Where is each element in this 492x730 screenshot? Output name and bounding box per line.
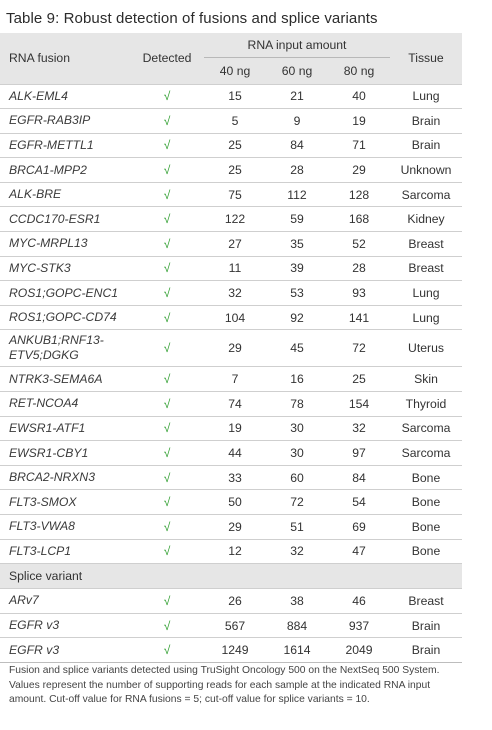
check-icon: √ <box>163 372 171 387</box>
reads-60ng: 21 <box>290 89 304 104</box>
check-icon: √ <box>163 138 171 153</box>
check-icon: √ <box>163 519 171 534</box>
tissue: Brain <box>411 618 441 633</box>
table-row <box>0 416 462 441</box>
check-icon: √ <box>163 163 171 178</box>
reads-60ng: 59 <box>290 212 304 227</box>
reads-40ng: 25 <box>228 163 242 178</box>
check-icon: √ <box>163 187 171 202</box>
tissue: Brain <box>411 138 441 153</box>
check-icon: √ <box>163 446 171 461</box>
reads-80ng: 28 <box>352 261 366 276</box>
reads-60ng: 28 <box>290 163 304 178</box>
reads-60ng: 72 <box>290 495 304 510</box>
reads-80ng: 128 <box>348 187 370 202</box>
header-amount-40: 40 ng <box>219 63 251 78</box>
table-row <box>0 133 462 158</box>
reads-40ng: 26 <box>228 593 242 608</box>
check-icon: √ <box>163 236 171 251</box>
table-row <box>0 515 462 540</box>
check-icon: √ <box>163 593 171 608</box>
table-row <box>0 330 462 367</box>
reads-60ng: 60 <box>290 470 304 485</box>
reads-60ng: 51 <box>290 519 304 534</box>
tissue: Skin <box>414 372 438 387</box>
check-icon: √ <box>163 643 171 658</box>
table-row <box>0 539 462 564</box>
fusion-name: NTRK3-SEMA6A <box>9 371 103 386</box>
table-row <box>0 207 462 232</box>
reads-40ng: 29 <box>228 341 242 356</box>
check-icon: √ <box>163 495 171 510</box>
reads-80ng: 141 <box>348 310 370 325</box>
reads-40ng: 15 <box>228 89 242 104</box>
tissue: Uterus <box>408 341 444 356</box>
reads-40ng: 32 <box>228 286 242 301</box>
check-icon: √ <box>163 113 171 128</box>
reads-80ng: 29 <box>352 163 366 178</box>
reads-80ng: 46 <box>352 593 366 608</box>
fusion-name: BRCA2-NRXN3 <box>9 470 96 485</box>
reads-80ng: 168 <box>348 212 370 227</box>
reads-60ng: 78 <box>290 396 304 411</box>
table-row <box>0 109 462 134</box>
table-title: Table 9: Robust detection of fusions and splice variants <box>6 10 378 27</box>
reads-80ng: 97 <box>352 446 366 461</box>
fusion-name: RET-NCOA4 <box>9 396 79 411</box>
reads-40ng: 11 <box>228 261 242 276</box>
tissue: Kidney <box>407 212 445 227</box>
header-amount-80: 80 ng <box>343 63 375 78</box>
tissue: Lung <box>412 286 440 301</box>
table-row <box>0 441 462 466</box>
check-icon: √ <box>163 261 171 276</box>
reads-40ng: 12 <box>228 544 242 559</box>
splice-variant-heading: Splice variant <box>9 569 83 584</box>
table-row <box>0 589 462 614</box>
fusion-name: EWSR1-CBY1 <box>9 445 89 460</box>
reads-80ng: 93 <box>352 286 366 301</box>
table-footnote: Fusion and splice variants detected using TruSight Oncology 500 on the NextSeq 500 System. Values represent the number of supporting reads for each sample at the indicated RNA input amount. Cut-off value for RNA fusions = 5; cut-off value for splice variants = 10. <box>9 665 440 705</box>
fusion-name: MYC-MRPL13 <box>9 236 88 251</box>
table-row <box>0 465 462 490</box>
reads-80ng: 32 <box>352 421 366 436</box>
check-icon: √ <box>163 421 171 436</box>
table-row <box>0 392 462 417</box>
header-rna-input-amount: RNA input amount <box>204 33 390 57</box>
splice-variant-name: ARv7 <box>9 593 39 608</box>
splice-variant-name: EGFR v3 <box>9 618 60 633</box>
reads-60ng: 112 <box>287 187 307 202</box>
tissue: Sarcoma <box>401 421 451 436</box>
reads-60ng: 9 <box>293 113 301 128</box>
tissue: Bone <box>411 544 441 559</box>
header-tissue: Tissue <box>408 51 444 66</box>
fusion-name: ANKUB1;RNF13-ETV5;DGKG <box>9 333 104 363</box>
table-row <box>0 613 462 638</box>
reads-60ng: 30 <box>290 421 304 436</box>
reads-60ng: 1614 <box>283 643 311 658</box>
section-header-splice-variant <box>0 564 462 589</box>
check-icon: √ <box>163 618 171 633</box>
reads-80ng: 40 <box>352 89 366 104</box>
table-row <box>0 158 462 183</box>
tissue: Breast <box>408 261 444 276</box>
check-icon: √ <box>163 286 171 301</box>
tissue: Lung <box>412 89 440 104</box>
tissue: Unknown <box>400 163 452 178</box>
reads-60ng: 39 <box>290 261 304 276</box>
reads-40ng: 29 <box>228 519 242 534</box>
table-row <box>0 84 462 109</box>
fusion-name: ROS1;GOPC-ENC1 <box>9 285 119 300</box>
reads-60ng: 884 <box>286 618 308 633</box>
tissue: Lung <box>412 310 440 325</box>
check-icon: √ <box>163 89 171 104</box>
tissue: Brain <box>411 643 441 658</box>
fusion-name: BRCA1-MPP2 <box>9 162 87 177</box>
check-icon: √ <box>163 396 171 411</box>
tissue: Brain <box>411 113 441 128</box>
check-icon: √ <box>163 212 171 227</box>
table-row <box>0 305 462 330</box>
fusion-name: FLT3-SMOX <box>9 494 77 509</box>
reads-40ng: 1249 <box>221 643 249 658</box>
reads-40ng: 25 <box>228 138 242 153</box>
fusion-name: FLT3-VWA8 <box>9 519 75 534</box>
reads-40ng: 7 <box>231 372 239 387</box>
reads-80ng: 937 <box>348 618 370 633</box>
table-row <box>0 256 462 281</box>
reads-80ng: 54 <box>352 495 366 510</box>
reads-60ng: 16 <box>290 372 304 387</box>
reads-40ng: 33 <box>228 470 242 485</box>
reads-60ng: 30 <box>290 446 304 461</box>
reads-80ng: 84 <box>352 470 366 485</box>
header-rna-fusion: RNA fusion <box>9 51 70 66</box>
reads-40ng: 122 <box>224 212 246 227</box>
reads-40ng: 19 <box>228 421 242 436</box>
reads-80ng: 69 <box>352 519 366 534</box>
reads-40ng: 104 <box>224 310 246 325</box>
fusion-name: ALK-BRE <box>9 187 62 202</box>
reads-40ng: 44 <box>228 446 242 461</box>
tissue: Breast <box>408 236 444 251</box>
reads-60ng: 92 <box>290 310 304 325</box>
reads-40ng: 5 <box>231 113 239 128</box>
table-row <box>0 232 462 257</box>
tissue: Bone <box>411 519 441 534</box>
reads-40ng: 74 <box>228 396 242 411</box>
reads-60ng: 35 <box>290 236 304 251</box>
reads-40ng: 27 <box>228 236 242 251</box>
fusion-name: ALK-EML4 <box>9 88 68 103</box>
reads-60ng: 45 <box>290 341 304 356</box>
check-icon: √ <box>163 470 171 485</box>
reads-60ng: 84 <box>290 138 304 153</box>
tissue: Thyroid <box>405 396 447 411</box>
tissue: Sarcoma <box>401 446 451 461</box>
reads-80ng: 52 <box>352 236 366 251</box>
tissue: Sarcoma <box>401 187 451 202</box>
reads-80ng: 2049 <box>345 643 373 658</box>
reads-80ng: 71 <box>352 138 366 153</box>
reads-80ng: 72 <box>352 341 366 356</box>
fusion-name: EWSR1-ATF1 <box>9 420 86 435</box>
table-row <box>0 638 462 663</box>
header-detected: Detected <box>142 51 192 66</box>
reads-80ng: 19 <box>352 113 366 128</box>
reads-40ng: 50 <box>228 495 242 510</box>
reads-40ng: 567 <box>224 618 246 633</box>
check-icon: √ <box>163 310 171 325</box>
fusion-name: ROS1;GOPC-CD74 <box>9 310 117 325</box>
table-row <box>0 367 462 392</box>
fusion-rows <box>0 84 462 662</box>
table-row <box>0 281 462 306</box>
reads-80ng: 154 <box>348 396 370 411</box>
fusion-name: MYC-STK3 <box>9 260 71 275</box>
reads-60ng: 38 <box>290 593 304 608</box>
check-icon: √ <box>163 544 171 559</box>
fusion-name: EGFR-RAB3IP <box>9 113 91 128</box>
fusion-name: EGFR-METTL1 <box>9 137 94 152</box>
tissue: Breast <box>408 593 444 608</box>
table-row <box>0 182 462 207</box>
tissue: Bone <box>411 470 441 485</box>
reads-80ng: 25 <box>352 372 366 387</box>
table-header <box>0 33 462 84</box>
results-table <box>0 33 462 663</box>
reads-60ng: 53 <box>290 286 304 301</box>
header-amount-60: 60 ng <box>281 63 313 78</box>
reads-80ng: 47 <box>352 544 366 559</box>
fusion-name: FLT3-LCP1 <box>9 543 72 558</box>
reads-60ng: 32 <box>290 544 304 559</box>
tissue: Bone <box>411 495 441 510</box>
splice-variant-name: EGFR v3 <box>9 642 60 657</box>
fusion-name: CCDC170-ESR1 <box>9 211 101 226</box>
check-icon: √ <box>163 341 171 356</box>
reads-40ng: 75 <box>228 187 242 202</box>
table-row <box>0 490 462 515</box>
